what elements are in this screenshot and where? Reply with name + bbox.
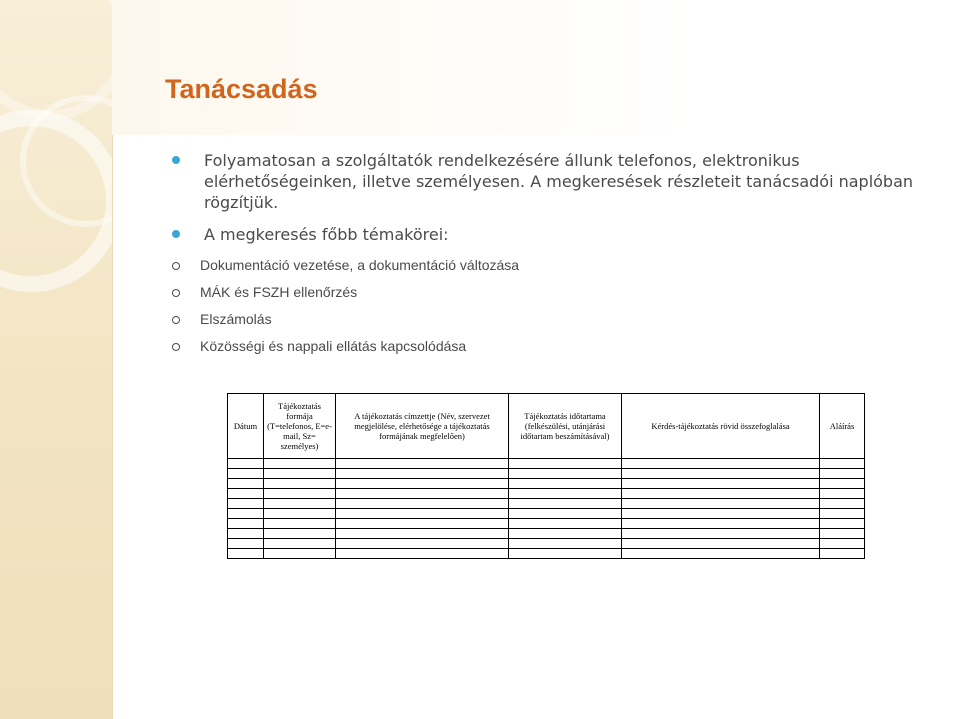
table-cell <box>264 509 336 519</box>
table-cell <box>820 469 865 479</box>
table-cell <box>820 489 865 499</box>
table-cell <box>622 499 820 509</box>
table-cell <box>264 529 336 539</box>
table-cell <box>336 549 509 559</box>
table-cell <box>622 549 820 559</box>
table-cell <box>820 509 865 519</box>
table-cell <box>622 469 820 479</box>
table-cell <box>228 539 264 549</box>
table-cell <box>820 549 865 559</box>
sub-item-text: Közösségi és nappali ellátás kapcsolódása <box>200 338 467 354</box>
sub-item-text: Dokumentáció vezetése, a dokumentáció változása <box>200 257 520 273</box>
table-cell <box>622 509 820 519</box>
table-cell <box>820 519 865 529</box>
bullet-text: A megkeresés főbb témakörei: <box>204 225 449 244</box>
table-row <box>228 489 865 499</box>
title-background <box>112 0 960 135</box>
table-cell <box>509 489 622 499</box>
table-cell <box>622 489 820 499</box>
consultation-log-table <box>227 393 865 559</box>
table-cell <box>336 499 509 509</box>
table-row <box>228 509 865 519</box>
bullet-dot-icon <box>172 230 180 238</box>
table-cell <box>509 459 622 469</box>
table-cell <box>336 509 509 519</box>
table-cell <box>228 529 264 539</box>
table-cell <box>228 459 264 469</box>
column-header-signature: Aláírás <box>820 394 865 459</box>
table-body <box>228 459 865 559</box>
column-header-summary: Kérdés-tájékoztatás rövid összefoglalása <box>622 394 820 459</box>
table-cell <box>336 489 509 499</box>
column-header-recipient: A tájékoztatás címzettje (Név, szervezet megjelölése, elérhetősége a tájékoztatás formájának megfelelően) <box>336 394 509 459</box>
table-row <box>228 499 865 509</box>
table-cell <box>264 459 336 469</box>
page-title: Tanácsadás <box>165 74 318 104</box>
table-row <box>228 519 865 529</box>
table-cell <box>509 539 622 549</box>
table-row <box>228 529 865 539</box>
table-cell <box>622 459 820 469</box>
table-cell <box>228 549 264 559</box>
table-row <box>228 469 865 479</box>
table-cell <box>820 529 865 539</box>
table-cell <box>622 479 820 489</box>
table-cell <box>228 489 264 499</box>
table-cell <box>264 549 336 559</box>
sub-item-text: Elszámolás <box>200 311 272 327</box>
bullet-item <box>172 150 932 213</box>
table-cell <box>820 499 865 509</box>
table-cell <box>264 489 336 499</box>
bullet-dot-icon <box>172 156 180 164</box>
bullet-list <box>172 150 932 364</box>
table-cell <box>264 539 336 549</box>
table-cell <box>622 519 820 529</box>
sub-item <box>172 256 932 283</box>
sub-item <box>172 283 932 310</box>
table-cell <box>509 479 622 489</box>
table-cell <box>509 519 622 529</box>
bullet-text: Folyamatosan a szolgáltatók rendelkezésére állunk telefonos, elektronikus elérhetőségeinken, illetve személyesen. A megkeresések részleteit tanácsadói naplóban rögzítjük. <box>204 151 914 212</box>
table-header-row <box>228 394 865 459</box>
table-cell <box>336 469 509 479</box>
table-row <box>228 549 865 559</box>
sub-item <box>172 337 932 364</box>
sub-item-text: MÁK és FSZH ellenőrzés <box>200 284 358 300</box>
decorative-side-panel <box>0 0 113 719</box>
table-cell <box>228 479 264 489</box>
table-cell <box>820 479 865 489</box>
table-cell <box>622 529 820 539</box>
hollow-circle-icon <box>172 316 180 324</box>
table-cell <box>228 519 264 529</box>
table-cell <box>228 469 264 479</box>
column-header-form: Tájékoztatás formája (T=telefonos, E=e-mail, Sz= személyes) <box>264 394 336 459</box>
table-cell <box>228 499 264 509</box>
table-cell <box>509 469 622 479</box>
column-header-duration: Tájékoztatás időtartama (felkészülési, utánjárási időtartam beszámításával) <box>509 394 622 459</box>
table-cell <box>228 509 264 519</box>
table-row <box>228 459 865 469</box>
table-cell <box>509 549 622 559</box>
table-cell <box>336 529 509 539</box>
table-cell <box>820 539 865 549</box>
table-cell <box>336 519 509 529</box>
table-cell <box>264 479 336 489</box>
table-cell <box>336 539 509 549</box>
table-cell <box>336 479 509 489</box>
table-cell <box>336 459 509 469</box>
table-cell <box>264 469 336 479</box>
table-cell <box>509 529 622 539</box>
hollow-circle-icon <box>172 289 180 297</box>
hollow-circle-icon <box>172 262 180 270</box>
table-cell <box>820 459 865 469</box>
table-cell <box>264 499 336 509</box>
hollow-circle-icon <box>172 343 180 351</box>
sub-item <box>172 310 932 337</box>
table-cell <box>509 499 622 509</box>
sub-list <box>172 256 932 364</box>
table-cell <box>264 519 336 529</box>
bullet-item <box>172 224 932 245</box>
column-header-date: Dátum <box>228 394 264 459</box>
table-row <box>228 479 865 489</box>
table-cell <box>509 509 622 519</box>
table-row <box>228 539 865 549</box>
table-cell <box>622 539 820 549</box>
